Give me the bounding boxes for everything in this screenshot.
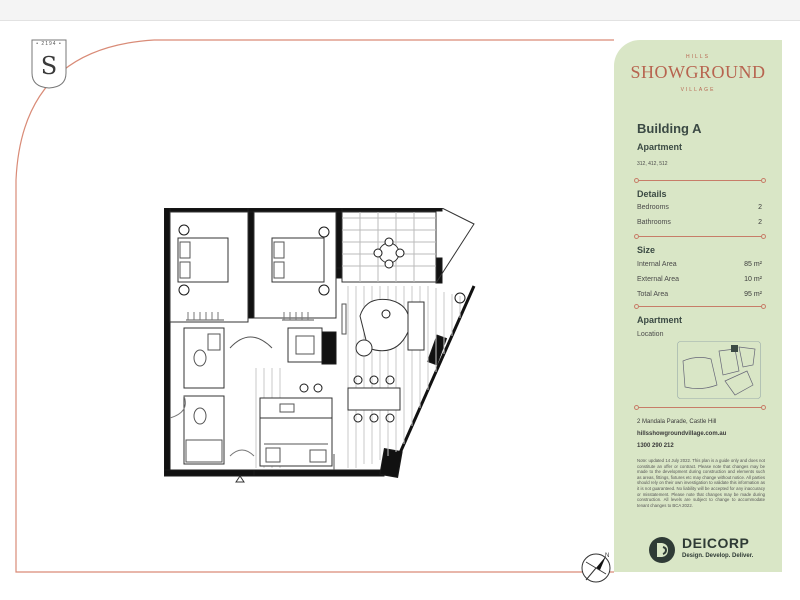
internal-area-label: Internal Area [637, 261, 677, 268]
floor-plan-drawing [164, 208, 494, 498]
divider [637, 180, 763, 181]
location-label: Location [637, 331, 664, 338]
north-label: N [605, 553, 610, 559]
size-heading: Size [637, 245, 656, 255]
divider [637, 236, 763, 237]
top-bar [0, 0, 800, 21]
total-area-label: Total Area [637, 291, 669, 298]
external-area-value: 10 m² [744, 276, 762, 283]
external-area-label: External Area [637, 276, 680, 283]
bedrooms-label: Bedrooms [637, 204, 669, 211]
details-heading: Details [637, 189, 667, 199]
bathrooms-value: 2 [758, 219, 762, 226]
location-map [677, 341, 761, 399]
developer-name: DEICORP [682, 535, 750, 551]
developer-logo [648, 534, 768, 568]
logo-est: • 2194 • [36, 41, 62, 47]
location-highlight [731, 345, 738, 352]
logo-letter: S [40, 52, 58, 80]
deicorp-mark-icon [648, 536, 676, 564]
north-arrow-icon [578, 550, 614, 586]
bathrooms-label: Bathrooms [637, 219, 671, 226]
disclaimer-note: Note: updated 14 July 2022. This plan is a guide only and does not constitute an offer or contract. Please note that changes may be made to the development during construction and elements such as areas, fittings, fixtures etc may change without notice. All parties should rely on their own investigation to validate this information as it is not guaranteed. No liability will be accepted for any inaccuracy or misstatement. Please note that changes may be made during construction. All levels are subject to change to accommodate tenant changes to BCA 2022. [637, 458, 765, 508]
developer-tagline: Design. Develop. Deliver. [682, 553, 754, 559]
phone: 1300 290 212 [637, 443, 674, 449]
divider [637, 407, 763, 408]
floor-plan-sheet [14, 30, 786, 575]
brand-bottom: VILLAGE [680, 87, 716, 93]
apartment-numbers: 312, 412, 512 [637, 161, 668, 167]
info-panel [614, 40, 782, 572]
brand-name: SHOWGROUND [630, 62, 766, 82]
building-title: Building A [637, 121, 702, 136]
apartment-heading: Apartment [637, 142, 683, 152]
address: 2 Mandala Parade, Castle Hill [637, 419, 717, 425]
location-heading: Apartment [637, 315, 683, 325]
website: hillsshowgroundvillage.com.au [637, 431, 727, 437]
brand-top: HILLS [686, 54, 710, 60]
total-area-value: 95 m² [744, 291, 762, 298]
site-logo [31, 39, 67, 89]
bedrooms-value: 2 [758, 204, 762, 211]
divider [637, 306, 763, 307]
internal-area-value: 85 m² [744, 261, 762, 268]
